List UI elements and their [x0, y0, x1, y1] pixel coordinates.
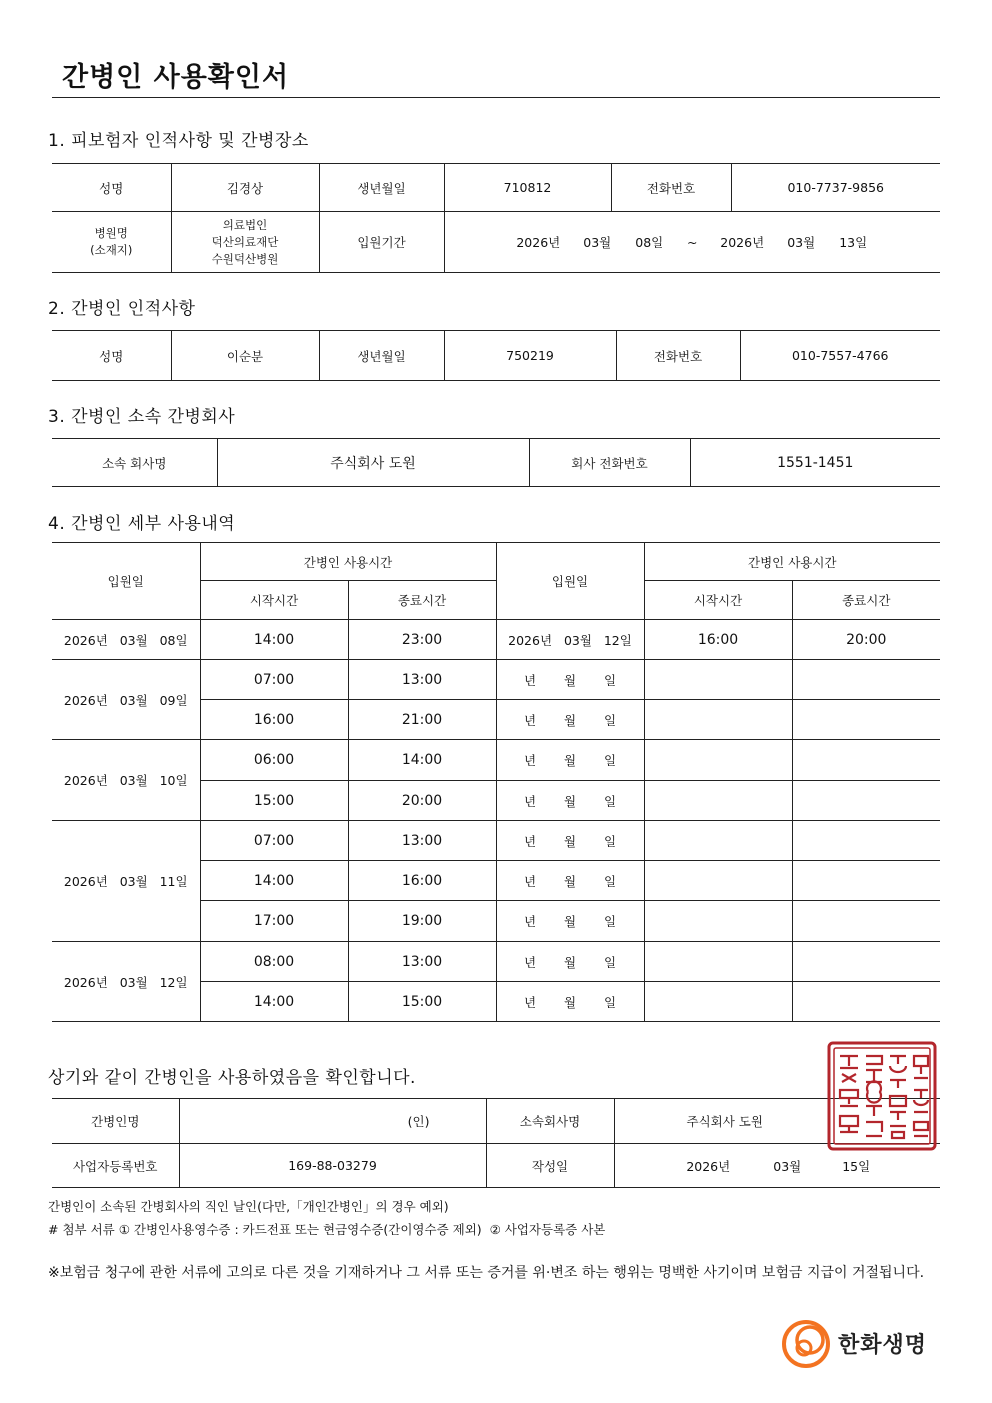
caregiver-phone: 010-7557-4766	[740, 331, 940, 381]
hospital-label-cell	[52, 212, 171, 273]
left-date-header: 입원일	[52, 543, 200, 620]
blank-end	[792, 740, 940, 781]
caregiver-name-label: 성명	[52, 331, 171, 381]
blank-month: 월	[563, 712, 577, 728]
period-cell	[444, 212, 940, 273]
blank-year: 년	[523, 753, 537, 768]
end-time: 19:00	[348, 901, 496, 942]
right-date-cell: 2026년 03월 12일	[496, 620, 644, 660]
start-time: 07:00	[200, 821, 348, 861]
blank-day: 일	[603, 873, 617, 889]
insured-phone: 010-7737-9856	[731, 164, 940, 212]
blank-day: 일	[603, 954, 617, 970]
blank-year: 년	[523, 833, 537, 849]
start-time: 14:00	[200, 861, 348, 901]
insured-info-table	[52, 163, 940, 273]
blank-end	[792, 821, 940, 861]
end-time: 21:00	[348, 700, 496, 740]
blank-day: 일	[603, 914, 617, 929]
left-start-header: 시작시간	[200, 581, 348, 620]
end-time: 14:00	[348, 740, 496, 781]
date-cell: 2026년 03월 10일	[52, 740, 200, 821]
written-day: 15일	[842, 1158, 871, 1174]
blank-day: 일	[603, 833, 617, 849]
blank-day: 일	[603, 672, 617, 688]
blank-end	[792, 982, 940, 1022]
right-usage-header: 간병인 사용시간	[644, 543, 940, 581]
blank-month: 월	[563, 833, 577, 849]
blank-date	[496, 781, 644, 821]
blank-day: 일	[603, 712, 617, 728]
blank-end	[792, 700, 940, 740]
blank-start	[644, 740, 792, 781]
date-cell: 2026년 03월 12일	[52, 942, 200, 1022]
blank-month: 월	[563, 994, 577, 1010]
biz-no: 169-88-03279	[179, 1144, 486, 1188]
date-cell: 2026년 03월 08일	[52, 620, 200, 660]
left-usage-header: 간병인 사용시간	[200, 543, 496, 581]
period-start-year: 2026년	[516, 235, 561, 250]
blank-start	[644, 821, 792, 861]
company-seal-stamp	[826, 1040, 938, 1152]
hanwha-life-logo	[778, 1316, 938, 1372]
end-time: 13:00	[348, 821, 496, 861]
blank-date	[496, 700, 644, 740]
caregiver-birth: 750219	[444, 331, 616, 381]
period-label: 입원기간	[319, 212, 444, 273]
blank-start	[644, 660, 792, 700]
hospital-label: 병원명	[94, 226, 128, 240]
section2-heading: 2. 간병인 인적사항	[48, 299, 196, 319]
blank-day: 일	[603, 753, 617, 768]
date-cell: 2026년 03월 11일	[52, 821, 200, 942]
right-end-header: 종료시간	[792, 581, 940, 620]
blank-date	[496, 660, 644, 700]
insured-name: 김경상	[171, 164, 319, 212]
start-time: 07:00	[200, 660, 348, 700]
blank-month: 월	[563, 672, 577, 688]
caregiver-sign-label: 간병인명	[52, 1099, 179, 1144]
biz-no-label: 사업자등록번호	[52, 1144, 179, 1188]
affiliated-company-label: 소속회사명	[486, 1099, 614, 1144]
company-phone: 1551-1451	[690, 439, 940, 487]
caregiver-info-table	[52, 330, 940, 381]
title-divider	[52, 97, 940, 98]
blank-month: 월	[563, 793, 577, 809]
confirm-statement: 상기와 같이 간병인을 사용하였음을 확인합니다.	[48, 1068, 416, 1088]
date-cell: 2026년 03월 09일	[52, 660, 200, 740]
insured-name-label: 성명	[52, 164, 171, 212]
blank-end	[792, 781, 940, 821]
blank-start	[644, 901, 792, 942]
blank-year: 년	[523, 954, 537, 970]
right-start-header: 시작시간	[644, 581, 792, 620]
start-time: 08:00	[200, 942, 348, 982]
company-phone-label: 회사 전화번호	[529, 439, 690, 487]
blank-month: 월	[563, 753, 577, 768]
hospital-line2: 덕산의료재단	[211, 234, 279, 249]
hospital-name-cell	[171, 212, 319, 273]
blank-end	[792, 901, 940, 942]
period-start-day: 08일	[635, 235, 664, 250]
insured-birth: 710812	[444, 164, 611, 212]
seal-note: 간병인이 소속된 간병회사의 직인 날인(다만,「개인간병인」의 경우 예외)	[48, 1199, 449, 1214]
right-date-header: 입원일	[496, 543, 644, 620]
insured-phone-label: 전화번호	[611, 164, 731, 212]
right-end-time: 20:00	[792, 620, 940, 660]
written-month: 03월	[773, 1158, 802, 1174]
hanwha-logo-icon	[778, 1316, 834, 1372]
hospital-label-sub: (소재지)	[90, 243, 133, 257]
end-time: 23:00	[348, 620, 496, 660]
blank-year: 년	[523, 672, 537, 688]
blank-day: 일	[603, 793, 617, 809]
page-title: 간병인 사용확인서	[62, 62, 290, 93]
blank-start	[644, 942, 792, 982]
blank-end	[792, 660, 940, 700]
section3-heading: 3. 간병인 소속 간병회사	[48, 407, 236, 427]
period-end-year: 2026년	[720, 235, 765, 250]
blank-date	[496, 942, 644, 982]
blank-start	[644, 982, 792, 1022]
fraud-warning: ※보험금 청구에 관한 서류에 고의로 다른 것을 기재하거나 그 서류 또는 증거를 위·변조 하는 행위는 명백한 사기이며 보험금 지급이 거절됩니다.	[48, 1265, 925, 1281]
usage-detail-table	[52, 542, 940, 1022]
written-year: 2026년	[686, 1158, 731, 1174]
caregiver-phone-label: 전화번호	[616, 331, 740, 381]
hospital-line3: 수원덕산병원	[211, 251, 279, 266]
caregiver-name: 이순분	[171, 331, 319, 381]
hospital-line1: 의료법인	[222, 217, 268, 232]
blank-start	[644, 861, 792, 901]
section1-heading: 1. 피보험자 인적사항 및 간병장소	[48, 131, 309, 151]
insured-birth-label: 생년월일	[319, 164, 444, 212]
end-time: 13:00	[348, 660, 496, 700]
left-end-header: 종료시간	[348, 581, 496, 620]
blank-year: 년	[523, 712, 537, 728]
start-time: 14:00	[200, 982, 348, 1022]
blank-month: 월	[563, 873, 577, 889]
section4-heading: 4. 간병인 세부 사용내역	[48, 514, 236, 534]
affiliated-company: 주식회사 도원	[614, 1099, 940, 1144]
period-end-day: 13일	[839, 235, 868, 250]
start-time: 06:00	[200, 740, 348, 781]
start-time: 14:00	[200, 620, 348, 660]
start-time: 17:00	[200, 901, 348, 942]
start-time: 16:00	[200, 700, 348, 740]
end-time: 16:00	[348, 861, 496, 901]
blank-month: 월	[563, 954, 577, 970]
period-end-month: 03월	[787, 235, 816, 250]
blank-date	[496, 821, 644, 861]
blank-date	[496, 740, 644, 781]
blank-end	[792, 942, 940, 982]
end-time: 15:00	[348, 982, 496, 1022]
blank-end	[792, 861, 940, 901]
attachment-note: # 첨부 서류 ① 간병인사용영수증 : 카드전표 또는 현금영수증(간이영수증 제외) ② 사업자등록증 사본	[48, 1222, 606, 1237]
caregiver-birth-label: 생년월일	[319, 331, 444, 381]
company-label: 소속 회사명	[52, 439, 217, 487]
written-date-label: 작성일	[486, 1144, 614, 1188]
seal-mark: (인)	[179, 1099, 486, 1144]
blank-year: 년	[523, 793, 537, 809]
end-time: 13:00	[348, 942, 496, 982]
right-start-time: 16:00	[644, 620, 792, 660]
blank-start	[644, 781, 792, 821]
company-info-table	[52, 438, 940, 487]
start-time: 15:00	[200, 781, 348, 821]
blank-day: 일	[603, 994, 617, 1010]
blank-year: 년	[523, 994, 537, 1010]
blank-year: 년	[523, 914, 537, 929]
blank-year: 년	[523, 873, 537, 889]
blank-date	[496, 982, 644, 1022]
blank-date	[496, 861, 644, 901]
logo-text: 한화생명	[838, 1333, 928, 1358]
end-time: 20:00	[348, 781, 496, 821]
blank-date	[496, 901, 644, 942]
blank-start	[644, 700, 792, 740]
blank-month: 월	[563, 914, 577, 929]
confirm-table	[52, 1098, 940, 1188]
period-start-month: 03월	[583, 235, 612, 250]
period-tilde: ~	[687, 235, 698, 250]
company-name: 주식회사 도원	[217, 439, 529, 487]
